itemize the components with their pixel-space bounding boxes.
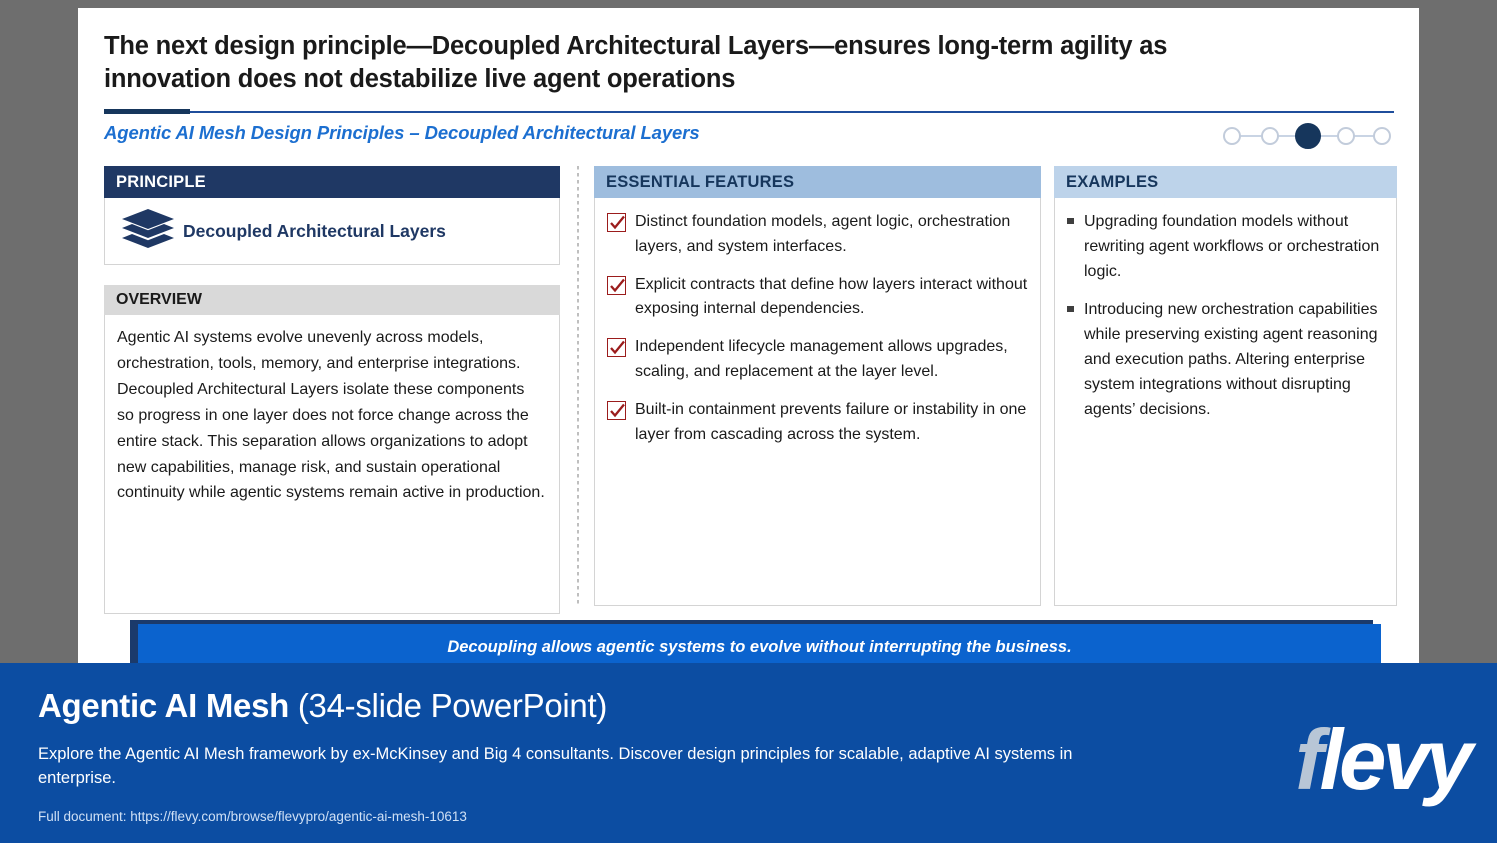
feature-text: Independent lifecycle management allows upgrades, scaling, and replacement at the layer level. [635,338,1008,380]
slide-canvas [78,8,1419,663]
slide-subtitle: Agentic AI Mesh Design Principles – Decoupled Architectural Layers [104,122,700,143]
document-description: Explore the Agentic AI Mesh framework by ex-McKinsey and Big 4 consultants. Discover design principles for scalable, adaptive AI systems in enterprise. [38,745,1073,787]
checkbox-icon [607,276,626,295]
document-title-rest: (34-slide PowerPoint) [288,687,608,724]
banner-text: Decoupling allows agentic systems to evolve without interrupting the business. [447,637,1072,656]
progress-dots [1223,121,1395,151]
examples-column [1054,166,1397,606]
principle-header: PRINCIPLE [104,166,560,198]
features-list [594,198,1041,606]
progress-dot-1[interactable] [1223,127,1241,145]
layers-stack-icon [119,207,177,255]
list-item [1067,210,1382,284]
examples-list [1054,198,1397,606]
flevy-logo-rest: levy [1319,713,1469,808]
features-column [594,166,1041,606]
example-text: Introducing new orchestration capabilities while preserving existing agent reasoning and execution paths. Altering enterprise system integrations without disrupting agents’ decisions. [1084,301,1378,418]
checkbox-icon [607,338,626,357]
progress-dot-4[interactable] [1337,127,1355,145]
list-item [607,335,1028,385]
progress-dot-3-active[interactable] [1295,123,1321,149]
flevy-logo-f: f [1295,713,1320,808]
principle-card [104,198,560,265]
principle-name: Decoupled Architectural Layers [183,220,446,241]
title-divider-accent [104,109,190,114]
progress-dot-2[interactable] [1261,127,1279,145]
document-title-bold: Agentic AI Mesh [38,687,289,724]
flevy-logo [1295,713,1469,808]
bullet-square-icon [1067,306,1074,312]
list-item [607,273,1028,323]
bullet-square-icon [1067,218,1074,224]
features-header: ESSENTIAL FEATURES [594,166,1041,198]
examples-header: EXAMPLES [1054,166,1397,198]
document-link[interactable]: Full document: https://flevy.com/browse/flevypro/agentic-ai-mesh-10613 [38,809,467,824]
principle-column [104,166,560,614]
overview-header: OVERVIEW [104,285,560,315]
overview-text: Agentic AI systems evolve unevenly across models, orchestration, tools, memory, and enterprise integrations. Decoupled Architectural Layers isolate these components so progress in one layer does not force change across the entire stack. This separation allows organizations to adopt new capabilities, manage risk, and sustain operational continuity while agentic systems remain active in production. [104,315,560,614]
document-title [38,687,607,725]
list-item [607,398,1028,448]
feature-text: Explicit contracts that define how layers interact without exposing internal dependencies. [635,275,1028,318]
title-divider [104,111,1394,113]
example-text: Upgrading foundation models without rewriting agent workflows or orchestration logic. [1084,213,1380,280]
list-item [607,210,1028,260]
column-divider [577,166,579,606]
list-item [1067,298,1382,422]
key-message-banner [138,624,1381,663]
feature-text: Built-in containment prevents failure or instability in one layer from cascading across the system. [635,400,1027,443]
page-title: The next design principle—Decoupled Architectural Layers—ensures long-term agility as innovation does not destabilize live agent operations [104,32,1168,93]
checkbox-icon [607,401,626,420]
progress-dot-5[interactable] [1373,127,1391,145]
feature-text: Distinct foundation models, agent logic, orchestration layers, and system interfaces. [635,213,1011,255]
checkbox-icon [607,213,626,232]
flevy-footer [0,663,1497,843]
